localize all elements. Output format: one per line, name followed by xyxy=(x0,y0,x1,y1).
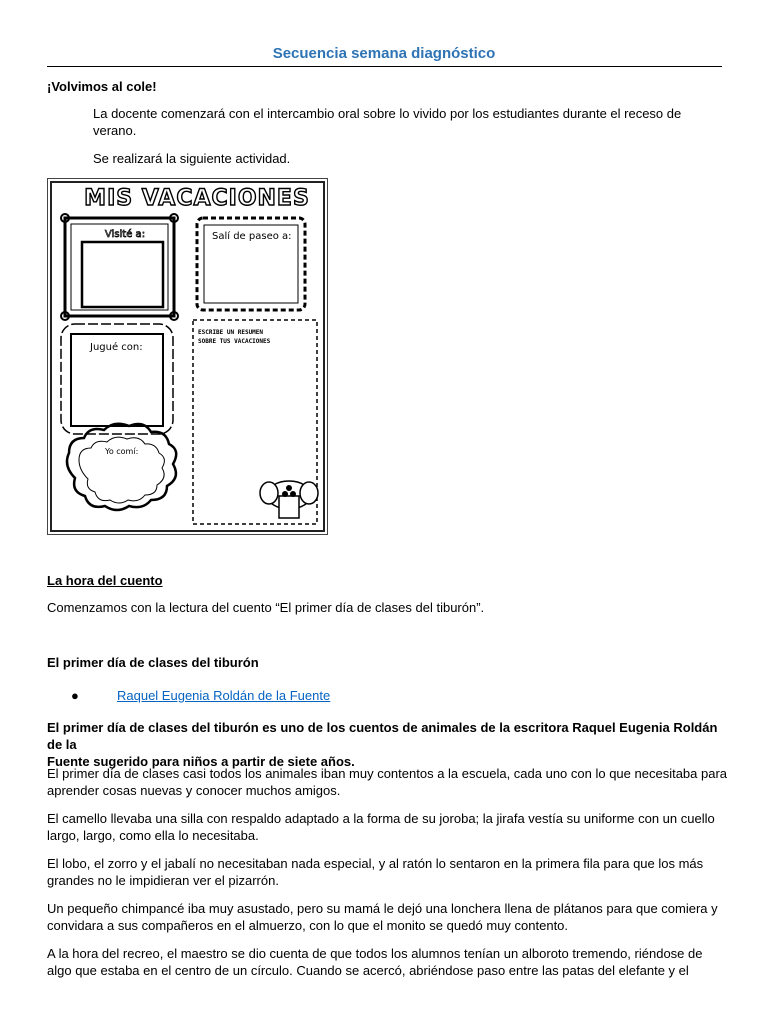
paragraph-2: El camello llevaba una silla con respaldo adaptado a la forma de su joroba; la jirafa vestía su uniforme con un cuello largo, largo, como ella lo necesitaba. xyxy=(47,811,715,843)
box-comi-label: Yo comí: xyxy=(105,447,139,456)
paragraph-1: El primer día de clases casi todos los animales iban muy contentos a la escuela, cada uno con lo que necesitaba para aprender cosas nuevas y conocer muchos amigos. xyxy=(47,766,728,798)
bullet-text-1: La docente comenzará con el intercambio oral sobre lo vivido por los estudiantes durante el receso de verano. xyxy=(93,106,682,138)
bullet-text-2: Se realizará la siguiente actividad. xyxy=(93,151,291,166)
section-heading-volvimos: ¡Volvimos al cole! xyxy=(47,79,157,94)
box-visite-label: Visité a: xyxy=(104,229,146,240)
paragraph-4: Un pequeño chimpancé iba muy asustado, pero su mamá le dejó una lonchera llena de plátanos para que comiera y convidara a sus compañeros en el almuerzo, con lo que el monito se quedó muy contento. xyxy=(47,901,718,933)
box-sali-label: Salí de paseo a: xyxy=(212,231,292,242)
box-jugue-label: Jugué con: xyxy=(90,342,143,353)
author-link[interactable]: Raquel Eugenia Roldán de la Fuente xyxy=(117,688,331,703)
title-rule xyxy=(47,66,722,67)
intro-text: Comenzamos con la lectura del cuento “El primer día de clases del tiburón”. xyxy=(47,600,485,615)
worksheet-image xyxy=(47,178,328,535)
paragraph-3: El lobo, el zorro y el jabalí no necesitaban nada especial, y al ratón lo sentaron en la primera fila para que los más grandes no le impidieran ver el pizarrón. xyxy=(47,856,704,888)
story-title: El primer día de clases del tiburón xyxy=(47,655,259,670)
box-resumen-line2: SOBRE TUS VACACIONES xyxy=(198,338,271,345)
paragraph-5: A la hora del recreo, el maestro se dio cuenta de que todos los alumnos tenían un alboroto tremendo, riéndose de algo que estaba en el centro de un círculo. Cuando se acercó, abriéndose paso entre las patas del elefante y el xyxy=(47,946,703,978)
box-resumen-line1: ESCRIBE UN RESUMEN xyxy=(198,329,264,336)
section-heading-hora-cuento: La hora del cuento xyxy=(47,573,163,588)
page-title: Secuencia semana diagnóstico xyxy=(272,45,496,62)
bullet-dot-icon: ● xyxy=(71,688,79,703)
worksheet-title: MIS VACACIONES xyxy=(84,186,310,211)
story-summary: El primer día de clases del tiburón es uno de los cuentos de animales de la escritora Raquel Eugenia Roldán de la Fuente sugerido para niños a partir de siete años. xyxy=(47,720,718,769)
